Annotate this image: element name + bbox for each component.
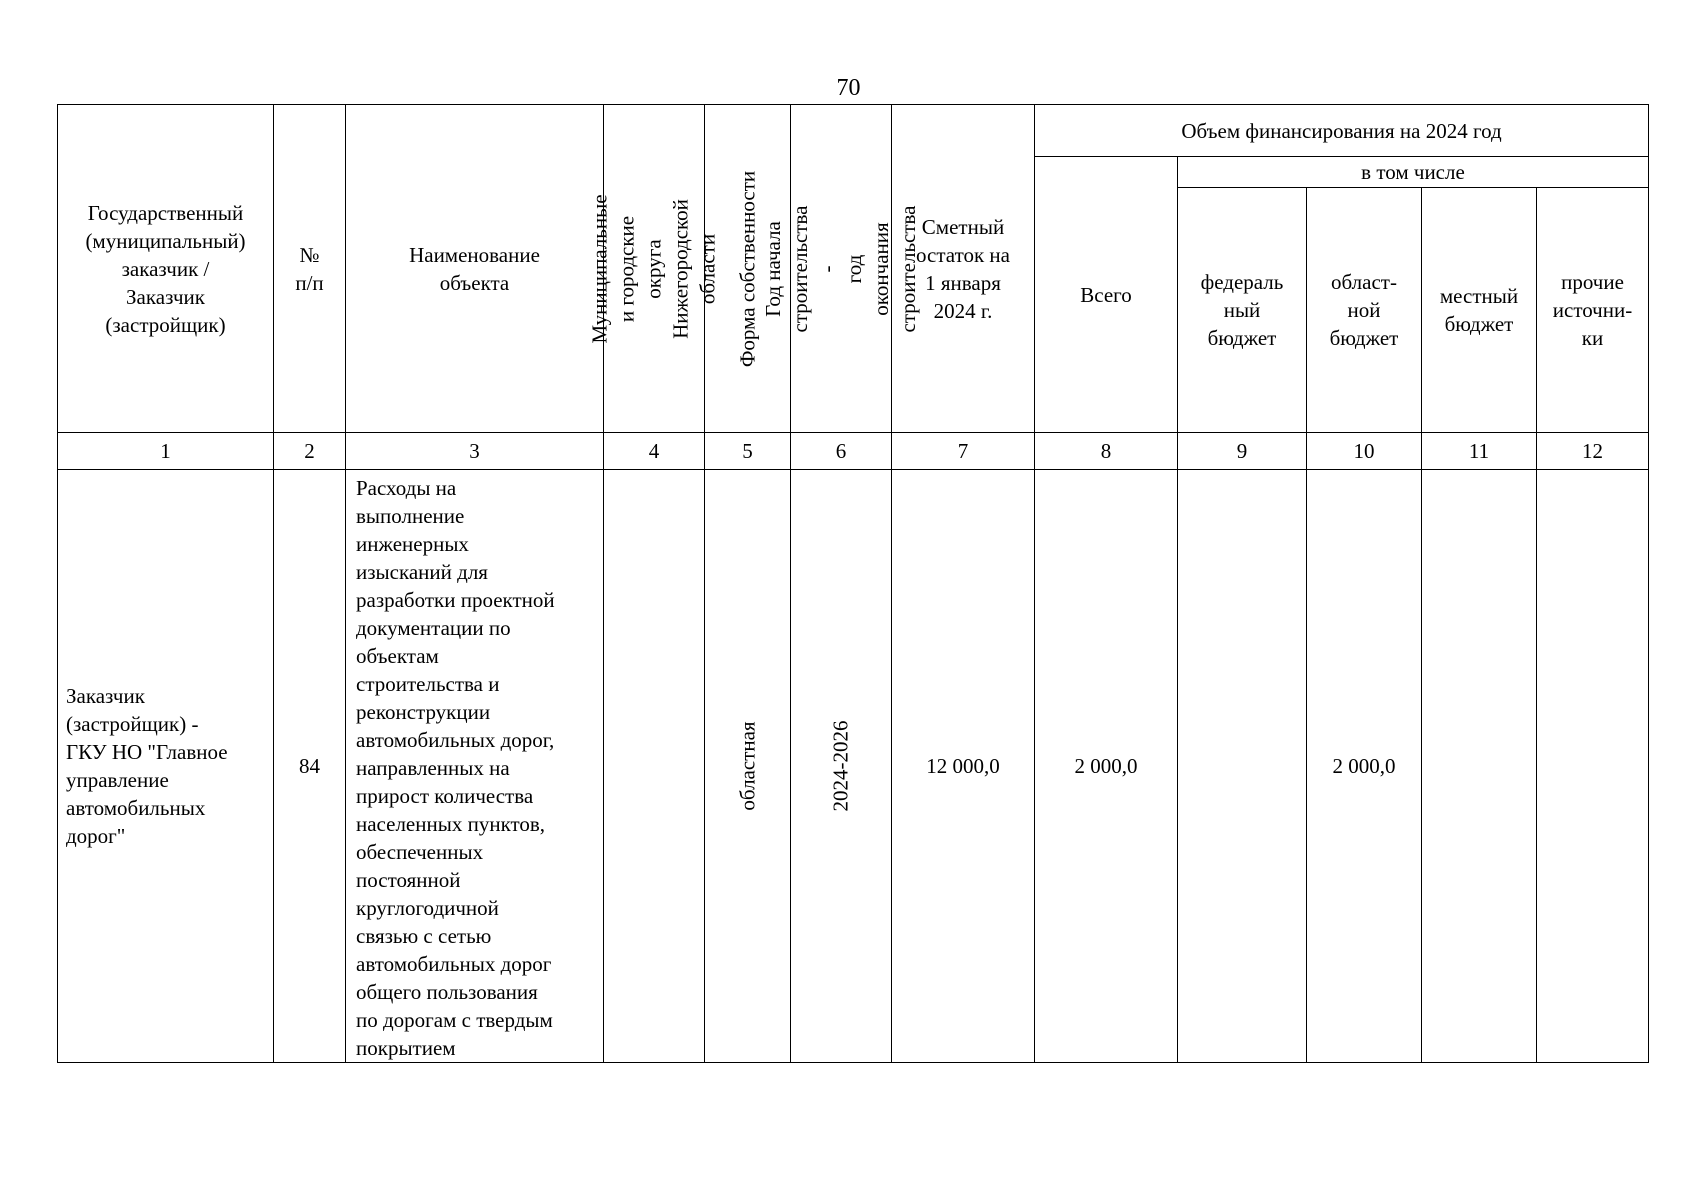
header-other-sources: прочие источни- ки bbox=[1537, 188, 1649, 433]
page-number: 70 bbox=[836, 75, 861, 101]
header-municipality bbox=[587, 105, 720, 433]
row-other-sources bbox=[1537, 470, 1649, 1063]
row-total: 2 000,0 bbox=[1035, 470, 1178, 1063]
row-years bbox=[791, 470, 892, 1063]
row-local-budget bbox=[1422, 470, 1537, 1063]
column-number: 3 bbox=[346, 433, 604, 470]
column-number: 6 bbox=[791, 433, 892, 470]
row-federal-budget bbox=[1178, 470, 1307, 1063]
row-object-name: Расходы на выполнение инженерных изысканий для разработки проектной документации по объектам строительства и реконструкции автомобильных дорог, направленных на прирост количества населенных пунктов, обеспеченных постоянной круглогодичной связью с сетью автомобильных дорог общего пользования по дорогам с твердым покрытием bbox=[346, 470, 604, 1063]
header-ownership-text: Форма собственности bbox=[735, 170, 759, 367]
column-number: 8 bbox=[1035, 433, 1178, 470]
header-years-text: Год начала строительства - год окончания строительства bbox=[761, 204, 920, 333]
header-years bbox=[761, 105, 920, 433]
column-number: 11 bbox=[1422, 433, 1537, 470]
column-number: 7 bbox=[892, 433, 1035, 470]
row-estimate-remainder: 12 000,0 bbox=[892, 470, 1035, 1063]
header-object-name: Наименование объекта bbox=[346, 105, 604, 433]
construction-objects-table bbox=[57, 104, 1649, 1063]
header-funding-group: Объем финансирования на 2024 год bbox=[1035, 105, 1649, 157]
column-number: 9 bbox=[1178, 433, 1307, 470]
row-regional-budget: 2 000,0 bbox=[1307, 470, 1422, 1063]
header-customer: Государственный (муниципальный) заказчик / Заказчик (застройщик) bbox=[58, 105, 274, 433]
header-municipality-text: Муниципальные и городские округа Нижегородской области bbox=[587, 193, 720, 344]
column-number: 5 bbox=[705, 433, 791, 470]
header-estimate-remainder: Сметный остаток на 1 января 2024 г. bbox=[892, 105, 1035, 433]
row-ownership bbox=[705, 470, 791, 1063]
table-row bbox=[58, 470, 1649, 1063]
header-federal-budget: федераль ный бюджет bbox=[1178, 188, 1307, 433]
row-municipality bbox=[604, 470, 705, 1063]
header-local-budget: местный бюджет bbox=[1422, 188, 1537, 433]
column-number: 4 bbox=[604, 433, 705, 470]
column-number: 12 bbox=[1537, 433, 1649, 470]
column-numbers-row bbox=[58, 433, 1649, 470]
row-number: 84 bbox=[274, 470, 346, 1063]
column-number: 1 bbox=[58, 433, 274, 470]
header-row-number: № п/п bbox=[274, 105, 346, 433]
header-total: Всего bbox=[1035, 157, 1178, 433]
column-number: 10 bbox=[1307, 433, 1422, 470]
row-years-text: 2024-2026 bbox=[828, 720, 853, 812]
row-customer: Заказчик (застройщик) - ГКУ НО "Главное управление автомобильных дорог" bbox=[58, 470, 274, 1063]
header-including: в том числе bbox=[1178, 157, 1649, 188]
row-ownership-text: областная bbox=[735, 721, 759, 811]
header-regional-budget: област- ной бюджет bbox=[1307, 188, 1422, 433]
column-number: 2 bbox=[274, 433, 346, 470]
